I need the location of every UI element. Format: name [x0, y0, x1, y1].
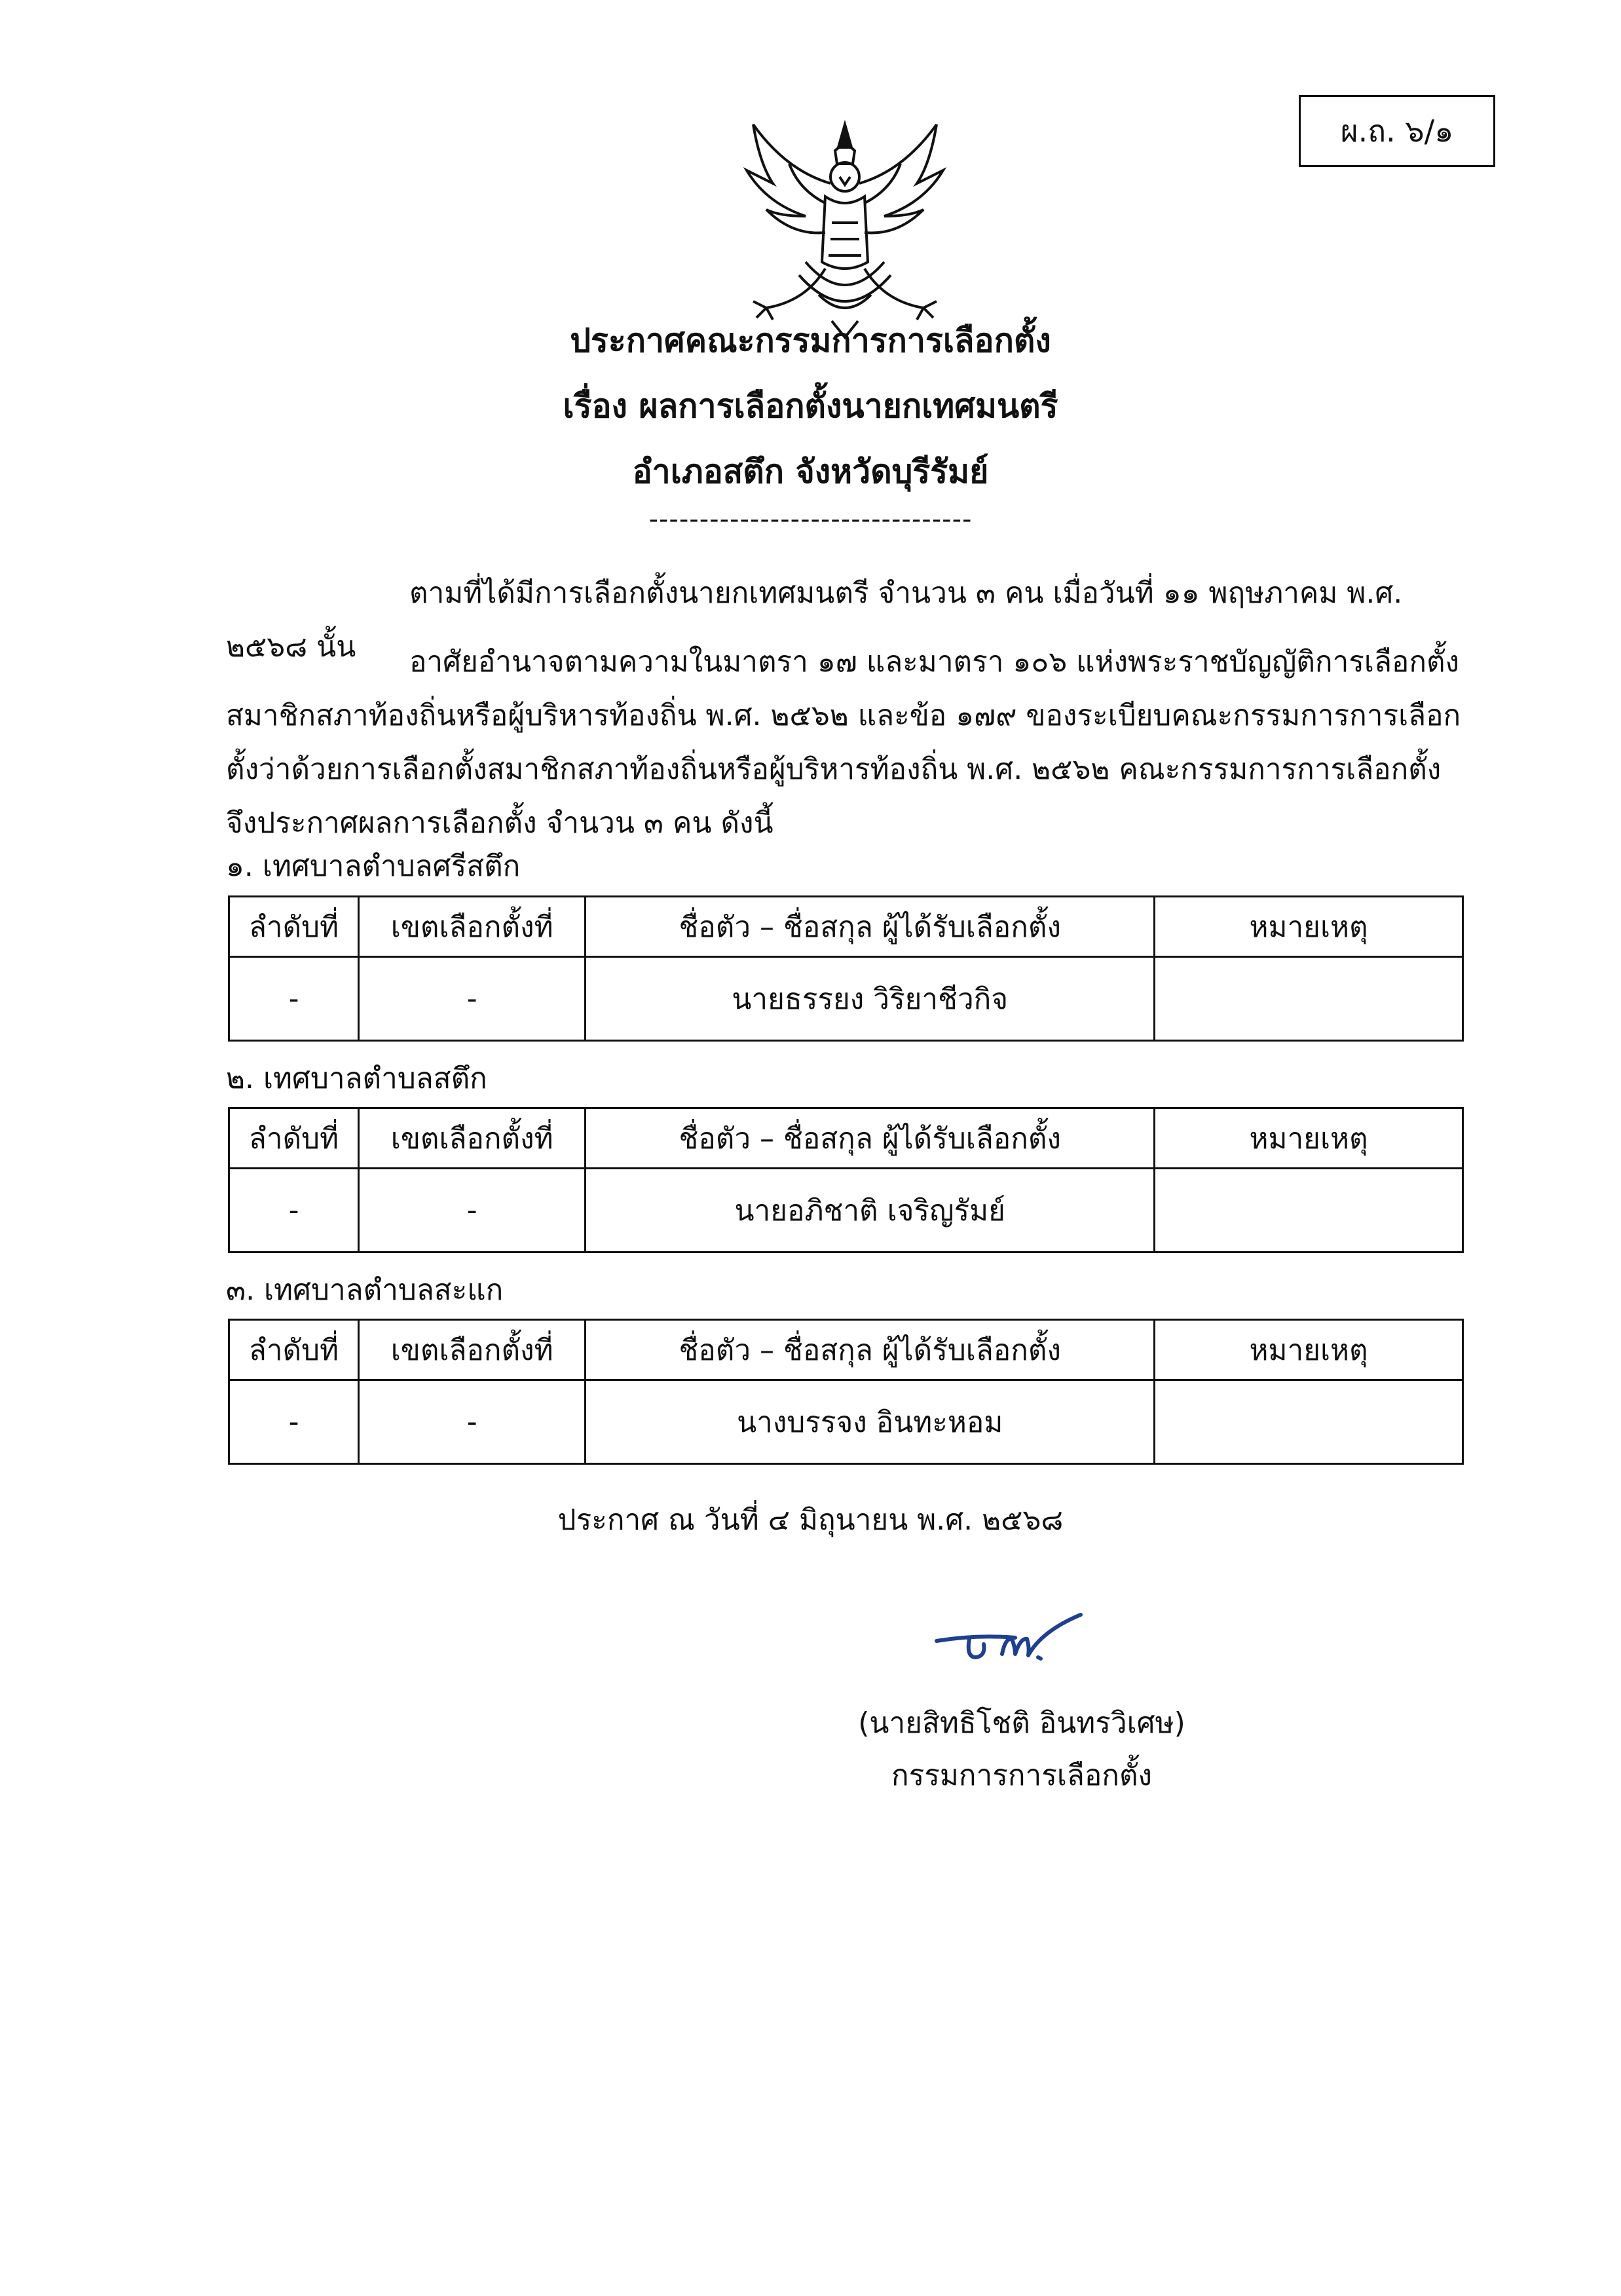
cell-order: - — [229, 1169, 359, 1252]
header-remark: หมายเหตุ — [1155, 1108, 1463, 1169]
header-name: ชื่อตัว – ชื่อสกุล ผู้ได้รับเลือกตั้ง — [586, 897, 1155, 957]
handwritten-signature — [923, 1592, 1120, 1684]
results-table-2 — [228, 1107, 1464, 1253]
cell-remark — [1155, 1169, 1463, 1252]
authority-text: อาศัยอำนาจตามความในมาตรา ๑๗ และมาตรา ๑๐๖ แห่งพระราชบัญญัติการเลือกตั้งสมาชิกสภาท้องถิ่นหรือผู้บริหารท้องถิ่น พ.ศ. ๒๕๖๒ และข้อ ๑๗๙ ของระเบียบคณะกรรมการการเลือกตั้งว่าด้วยการเลือกตั้งสมาชิกสภาท้องถิ่นหรือผู้บริหารท้องถิ่น พ.ศ. ๒๕๖๒ คณะกรรมการการเลือกตั้งจึงประกาศผลการเลือกตั้ง จำนวน ๓ คน ดังนี้ — [226, 645, 1461, 840]
cell-district: - — [359, 957, 586, 1041]
header-subject: เรื่อง ผลการเลือกตั้งนายกเทศมนตรี — [563, 387, 1058, 425]
table-header-row — [229, 897, 1463, 957]
table-row — [229, 1169, 1463, 1252]
cell-name: นายอภิชาติ เจริญรัมย์ — [586, 1169, 1155, 1252]
table-header-row — [229, 1320, 1463, 1380]
cell-name: นางบรรจง อินทะหอม — [586, 1380, 1155, 1464]
form-code: ผ.ถ. ๖/๑ — [1340, 113, 1454, 149]
header-district: เขตเลือกตั้งที่ — [359, 897, 586, 957]
signer-position: กรรมการการเลือกตั้ง — [891, 1759, 1152, 1792]
authority-paragraph — [226, 635, 1470, 850]
section-title-2: ๒. เทศบาลตำบลสตึก — [226, 1062, 487, 1095]
section-title-1: ๑. เทศบาลตำบลศรีสตึก — [226, 850, 521, 883]
cell-remark — [1155, 957, 1463, 1041]
intro-text: ตามที่ได้มีการเลือกตั้งนายกเทศมนตรี จำนวน ๓ คน เมื่อวันที่ ๑๑ พฤษภาคม พ.ศ. ๒๕๖๘ นั้น — [226, 576, 1403, 664]
cell-district: - — [359, 1169, 586, 1252]
cell-order: - — [229, 957, 359, 1041]
header-name: ชื่อตัว – ชื่อสกุล ผู้ได้รับเลือกตั้ง — [586, 1320, 1155, 1380]
announce-date: ประกาศ ณ วันที่ ๔ มิถุนายน พ.ศ. ๒๕๖๘ — [557, 1503, 1064, 1537]
table-row — [229, 1380, 1463, 1464]
table-row — [229, 957, 1463, 1041]
results-table-1 — [228, 895, 1464, 1042]
cell-name: นายธรรยง วิริยาชีวกิจ — [586, 957, 1155, 1041]
section-title-3: ๓. เทศบาลตำบลสะแก — [226, 1273, 504, 1307]
header-district: เขตเลือกตั้งที่ — [359, 1108, 586, 1169]
header-district: เขตเลือกตั้งที่ — [359, 1320, 586, 1380]
header-remark: หมายเหตุ — [1155, 1320, 1463, 1380]
header-order: ลำดับที่ — [229, 897, 359, 957]
results-table-3 — [228, 1319, 1464, 1465]
header-separator: -------------------------------- — [648, 504, 973, 535]
header-name: ชื่อตัว – ชื่อสกุล ผู้ได้รับเลือกตั้ง — [586, 1108, 1155, 1169]
cell-district: - — [359, 1380, 586, 1464]
header-order: ลำดับที่ — [229, 1320, 359, 1380]
garuda-emblem-icon — [727, 111, 963, 347]
header-title: ประกาศคณะกรรมการการเลือกตั้ง — [570, 322, 1051, 360]
cell-remark — [1155, 1380, 1463, 1464]
signer-name: (นายสิทธิโชติ อินทรวิเศษ) — [858, 1706, 1185, 1740]
header-location: อำเภอสตึก จังหวัดบุรีรัมย์ — [632, 453, 989, 491]
header-order: ลำดับที่ — [229, 1108, 359, 1169]
cell-order: - — [229, 1380, 359, 1464]
form-code-box — [1299, 95, 1495, 167]
header-remark: หมายเหตุ — [1155, 897, 1463, 957]
table-header-row — [229, 1108, 1463, 1169]
